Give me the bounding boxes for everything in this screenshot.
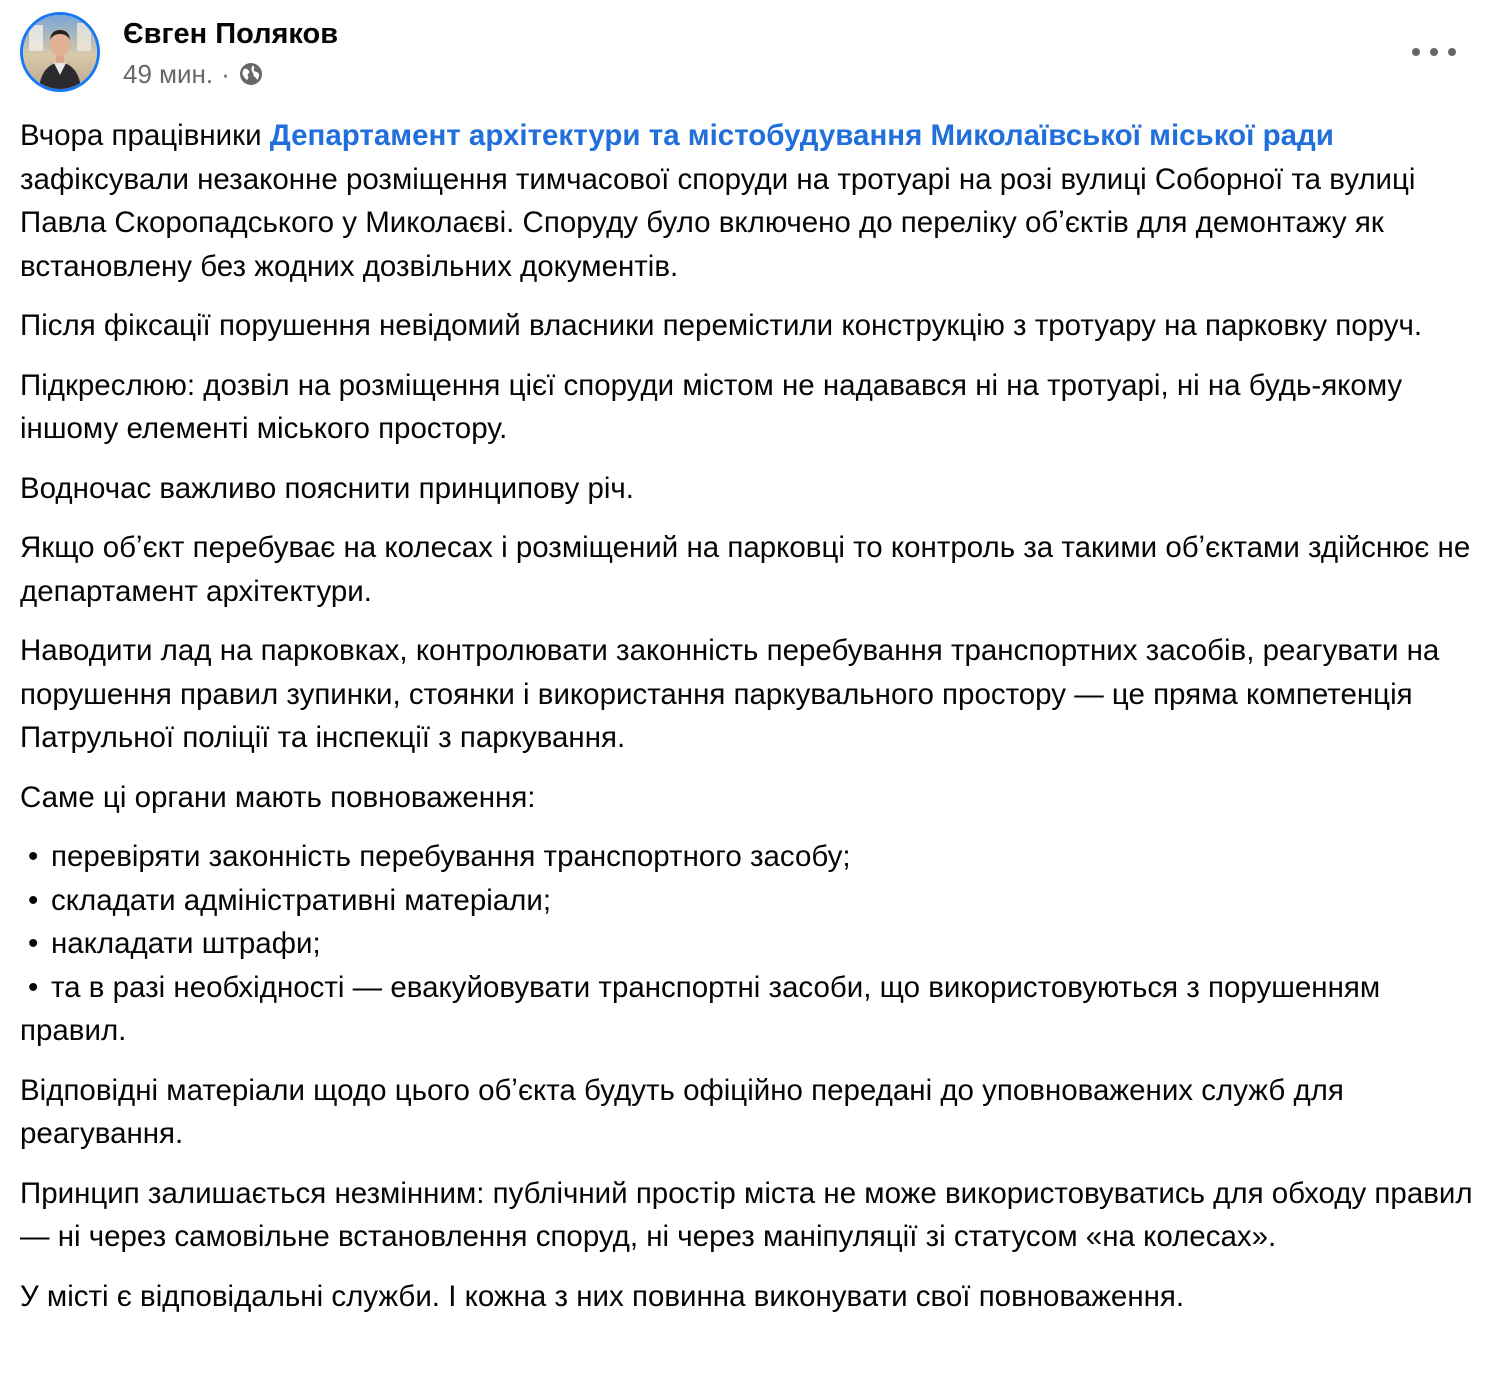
- post-paragraph: Після фіксації порушення невідомий власники перемістили конструкцію з тротуару на парковку поруч.: [20, 309, 1423, 342]
- post-paragraph: Відповідні матеріали щодо цього обʼєкта будуть офіційно передані до уповноважених служб для реагування.: [20, 1073, 1344, 1150]
- meta-separator: ·: [221, 58, 230, 89]
- bullet: •: [28, 970, 39, 1004]
- more-dot: [1430, 48, 1438, 56]
- post-paragraph: Наводити лад на парковках, контролювати законність перебування транспортних засобів, реагувати на порушення правил зупинки, стоянки і використання паркувального простору — це пряма компетенція Патрульної поліції та інспекції з паркування.: [20, 634, 1440, 754]
- post-meta: [123, 58, 264, 90]
- powers-block: [20, 776, 1480, 820]
- powers-intro: Саме ці органи мають повноваження:: [20, 780, 536, 814]
- post-paragraph: Принцип залишається незмінним: публічний простір міста не може використовуватись для обходу правил — ні через самовільне встановлення споруд, ні через маніпуляції зі статусом «на колесах».: [20, 1176, 1473, 1253]
- list-item-text: та в разі необхідності — евакуйовувати транспортні засоби, що використовуються з порушенням правил.: [20, 970, 1381, 1047]
- post-content: [20, 114, 1480, 1334]
- powers-list: [20, 835, 1480, 1053]
- post-paragraph: [20, 114, 1480, 288]
- post-time[interactable]: 49 мин.: [123, 58, 214, 89]
- page-mention-link[interactable]: Департамент архітектури та містобудування Миколаївської міської ради: [269, 119, 1334, 152]
- avatar[interactable]: [20, 12, 100, 92]
- bullet: •: [28, 840, 39, 873]
- list-item: [20, 966, 1480, 1053]
- bullet: •: [28, 883, 39, 917]
- post-paragraph: Якщо обʼєкт перебуває на колесах і розміщений на парковці то контроль за такими обʼєктами здійснює не департамент архітектури.: [20, 531, 1471, 608]
- paragraph-text: Вчора працівники: [20, 119, 270, 152]
- post-header: [20, 12, 1480, 98]
- list-item-text: перевіряти законність перебування транспортного засобу;: [51, 840, 851, 873]
- more-dot: [1448, 48, 1456, 56]
- bullet: •: [28, 927, 39, 960]
- author-name[interactable]: Євген Поляков: [123, 18, 339, 50]
- list-item-text: накладати штрафи;: [51, 927, 321, 960]
- list-item: [20, 835, 1480, 879]
- post-paragraph: У місті є відповідальні служби. І кожна з них повинна виконувати свої повноваження.: [20, 1279, 1185, 1313]
- list-item: [20, 879, 1480, 923]
- list-item-text: складати адміністративні матеріали;: [51, 883, 552, 917]
- paragraph-text: зафіксували незаконне розміщення тимчасової споруди на тротуарі на розі вулиці Соборної та вулиці Павла Скоропадського у Миколаєві. Споруду було включено до переліку обʼєктів для демонтажу як встановлену без жодних дозвільних документів.: [20, 162, 1416, 283]
- globe-icon[interactable]: [238, 61, 264, 87]
- more-dot: [1412, 48, 1420, 56]
- list-item: [20, 922, 1480, 966]
- post-paragraph: Підкреслюю: дозвіл на розміщення цієї споруди містом не надавався ні на тротуарі, ні на будь-якому іншому елементі міського простору.: [20, 368, 1403, 445]
- more-options-icon[interactable]: [1412, 40, 1456, 64]
- avatar-image: [23, 15, 97, 89]
- post-paragraph: Водночас важливо пояснити принципову річ.: [20, 471, 634, 505]
